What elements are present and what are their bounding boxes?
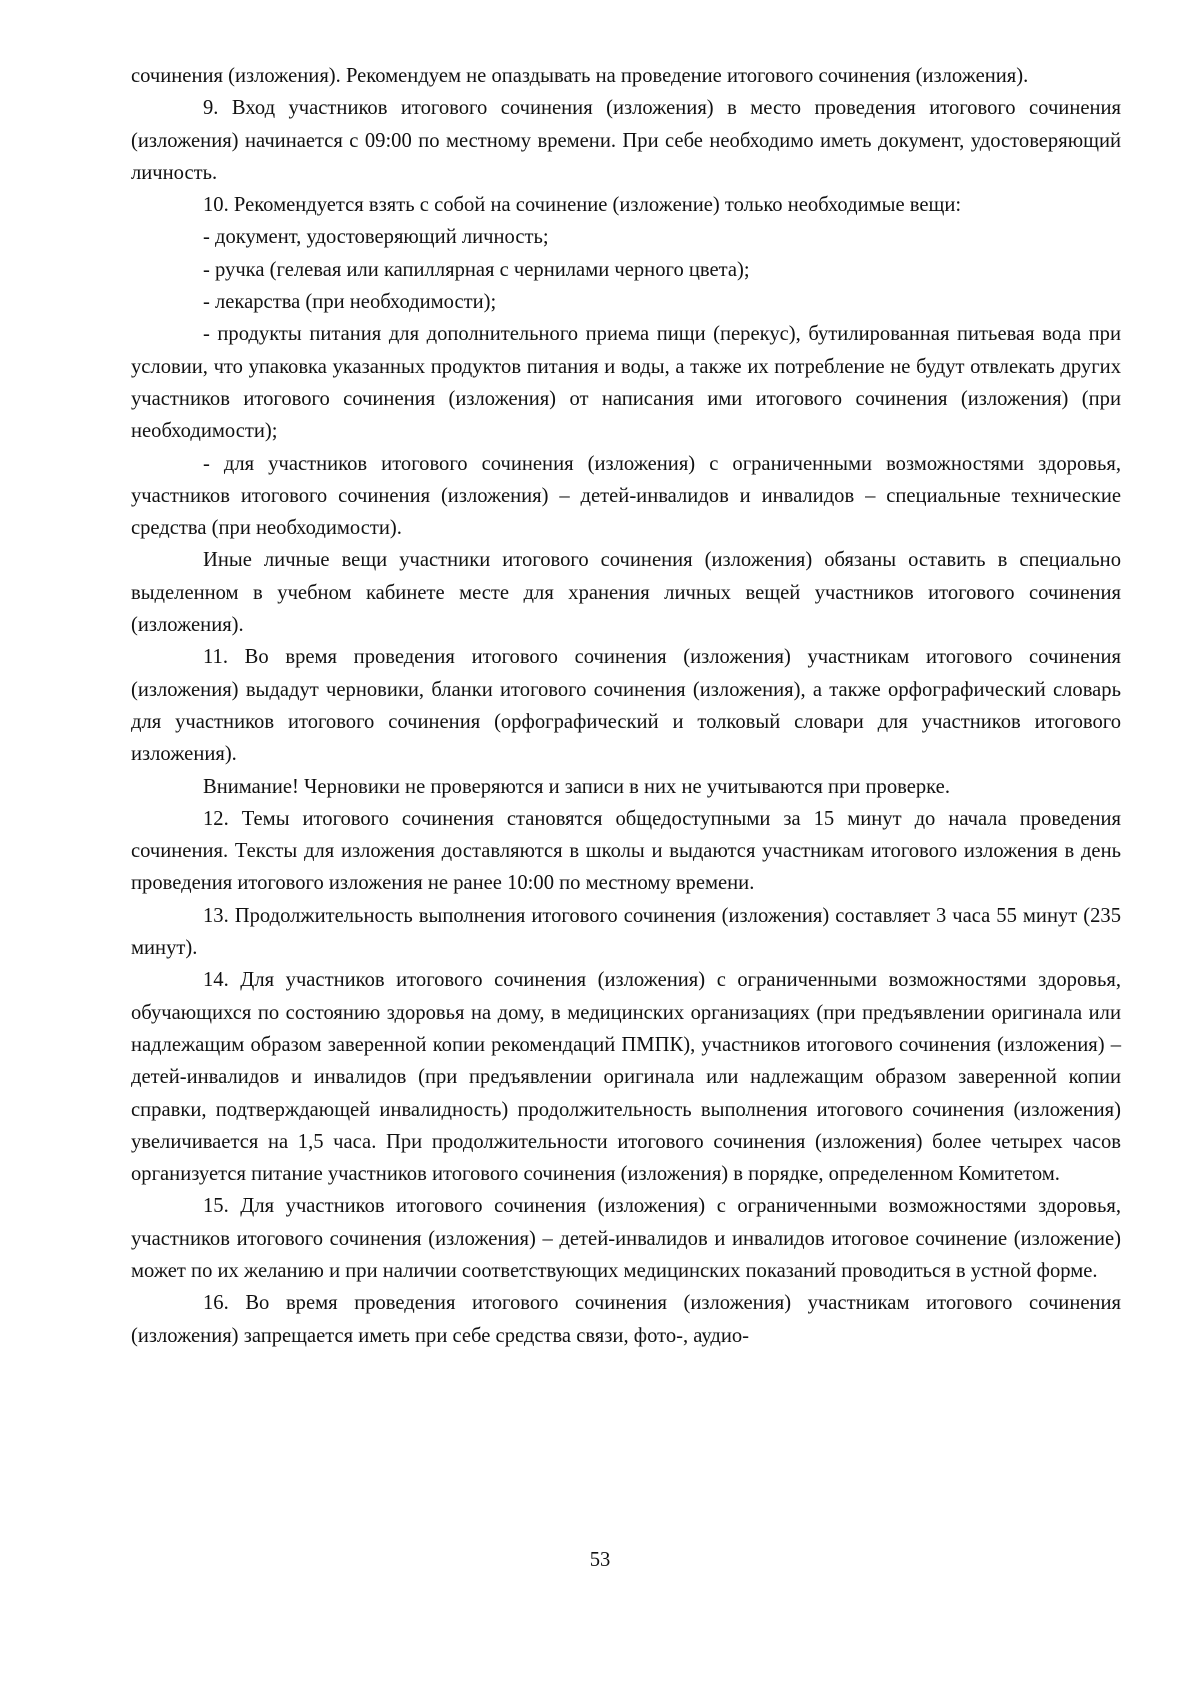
paragraph-item-14: 14. Для участников итогового сочинения (изложения) с ограниченными возможностями здоровья, обучающихся по состоянию здоровья на дому, в медицинских организациях (при предъявлении оригинала или надлежащим образом заверенной копии рекомендаций ПМПК), участников итогового сочинения (изложения) – детей-инвалидов и инвалидов (при предъявлении оригинала или надлежащим образом заверенной копии справки, подтверждающей инвалидность) продолжительность выполнения итогового сочинения (изложения) увеличивается на 1,5 часа. При продолжительности итогового сочинения (изложения) более четырех часов организуется питание участников итогового сочинения (изложения) в порядке, определенном Комитетом. (131, 969, 1121, 1186)
paragraph-item-11: 11. Во время проведения итогового сочинения (изложения) участникам итогового сочинения (изложения) выдадут черновики, бланки итогового сочинения (изложения), а также орфографический словарь для участников итогового сочинения (орфографический и толковый словари для участников итогового изложения). (131, 646, 1121, 766)
paragraph-item-9: 9. Вход участников итогового сочинения (изложения) в место проведения итогового сочинения (изложения) начинается с 09:00 по местному времени. При себе необходимо иметь документ, удостоверяющий личность. (131, 97, 1121, 184)
paragraph-item-13: 13. Продолжительность выполнения итогового сочинения (изложения) составляет 3 часа 55 минут (235 минут). (131, 904, 1121, 960)
list-item-medicine: - лекарства (при необходимости); (203, 291, 497, 314)
paragraph-personal-items: Иные личные вещи участники итогового сочинения (изложения) обязаны оставить в специально выделенном в учебном кабинете месте для хранения личных вещей участников итогового сочинения (изложения). (131, 549, 1121, 637)
paragraph-item-15: 15. Для участников итогового сочинения (изложения) с ограниченными возможностями здоровья, участников итогового сочинения (изложения) – детей-инвалидов и инвалидов итоговое сочинение (изложение) может по их желанию и при наличии соответствующих медицинских показаний проводиться в устной форме. (131, 1195, 1121, 1282)
document-page (131, 60, 1121, 1352)
page-number: 53 (589, 1549, 611, 1571)
paragraph-continuation: сочинения (изложения). Рекомендуем не опаздывать на проведение итогового сочинения (изложения). (131, 65, 1029, 87)
paragraph-attention-note: Внимание! Черновики не проверяются и записи в них не учитываются при проверке. (203, 775, 950, 798)
list-item-pen: - ручка (гелевая или капиллярная с чернилами черного цвета); (203, 258, 750, 281)
list-item-technical-means: - для участников итогового сочинения (изложения) с ограниченными возможностями здоровья, участников итогового сочинения (изложения) – детей-инвалидов и инвалидов – специальные технические средства (при необходимости). (131, 452, 1121, 540)
paragraph-item-16: 16. Во время проведения итогового сочинения (изложения) участникам итогового сочинения (изложения) запрещается иметь при себе средства связи, фото-, аудио- (131, 1292, 1121, 1347)
list-item-food-water: - продукты питания для дополнительного приема пищи (перекус), бутилированная питьевая вода при условии, что упаковка указанных продуктов питания и воды, а также их потребление не будут отвлекать других участников итогового сочинения (изложения) от написания ими итогового сочинения (изложения) (при необходимости); (131, 323, 1121, 443)
list-item-id-document: - документ, удостоверяющий личность; (203, 226, 549, 249)
paragraph-item-10: 10. Рекомендуется взять с собой на сочинение (изложение) только необходимые вещи: (203, 194, 962, 217)
paragraph-item-12: 12. Темы итогового сочинения становятся общедоступными за 15 минут до начала проведения сочинения. Тексты для изложения доставляются в школы и выдаются участникам итогового изложения в день проведения итогового изложения не ранее 10:00 по местному времени. (131, 807, 1121, 895)
